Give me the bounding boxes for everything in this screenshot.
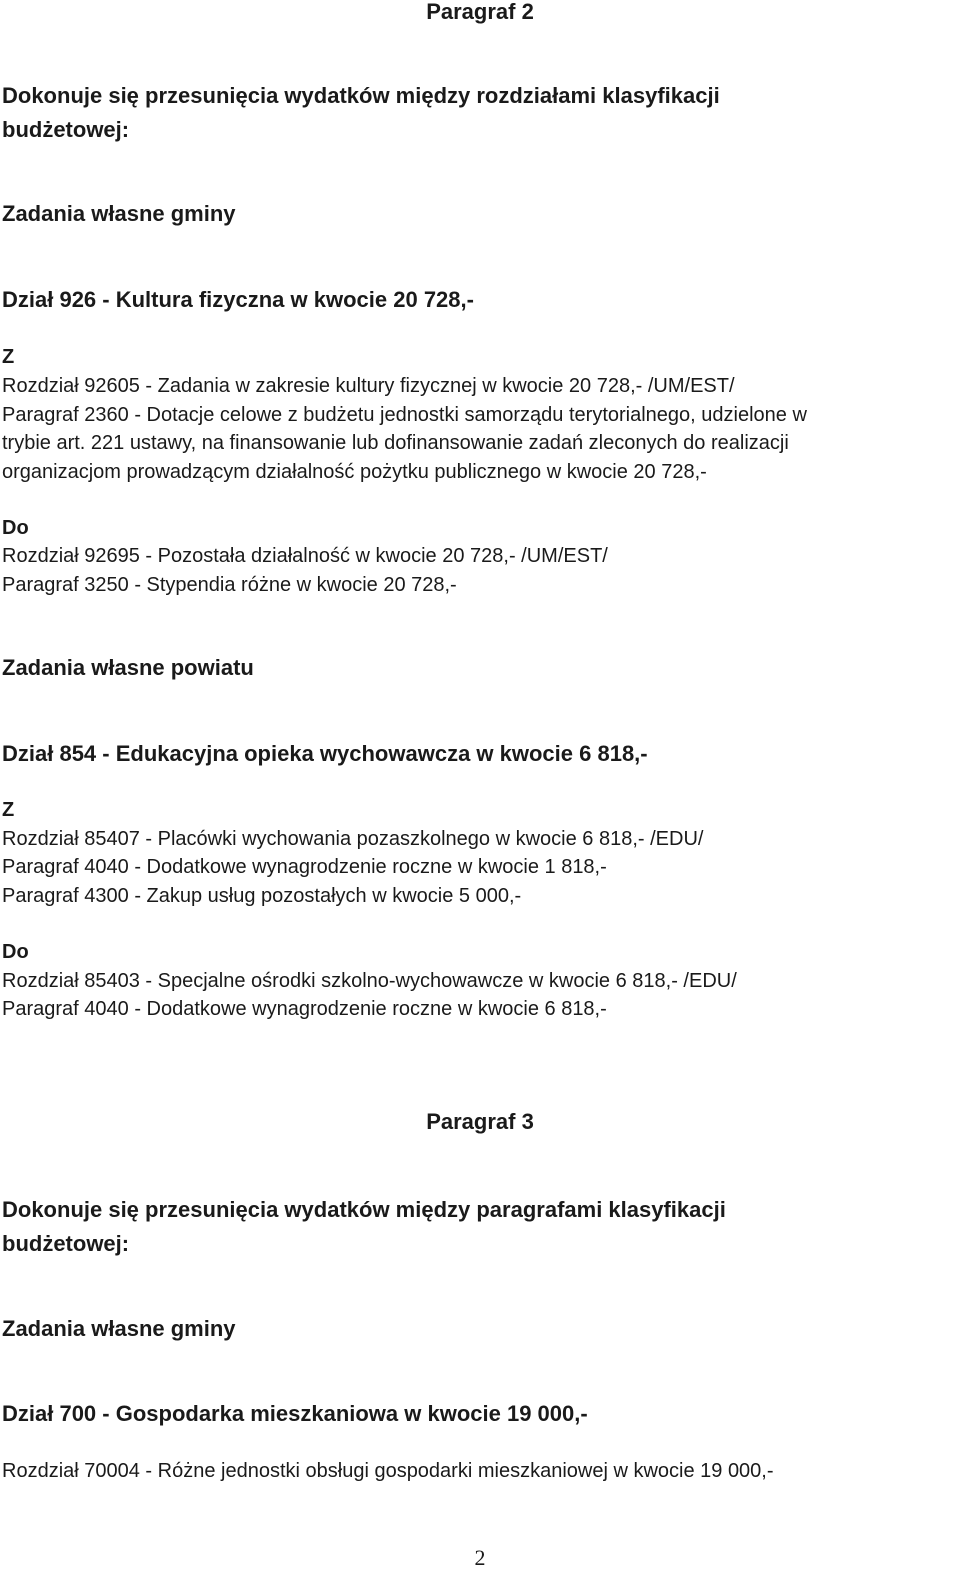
paragraf-2-intro-line-1: Dokonuje się przesunięcia wydatków między rozdziałami klasyfikacji: [2, 83, 720, 108]
rozdzial-92695: Rozdział 92695 - Pozostała działalność w kwocie 20 728,- /UM/EST/: [2, 545, 608, 567]
paragraf-4300: Paragraf 4300 - Zakup usług pozostałych w kwocie 5 000,-: [2, 885, 522, 907]
z-label: Z: [2, 799, 15, 821]
paragraf-4040-z: Paragraf 4040 - Dodatkowe wynagrodzenie roczne w kwocie 1 818,-: [2, 856, 607, 878]
rozdzial-92605: Rozdział 92605 - Zadania w zakresie kultury fizycznej w kwocie 20 728,- /UM/EST/: [2, 375, 735, 397]
section-heading-gmina: Zadania własne gminy: [2, 201, 236, 226]
paragraf-3-intro-line-1: Dokonuje się przesunięcia wydatków między paragrafami klasyfikacji: [2, 1197, 726, 1222]
section-heading-gmina-2: Zadania własne gminy: [2, 1316, 236, 1341]
paragraf-3-title: Paragraf 3: [426, 1109, 534, 1134]
paragraf-2-intro-line-2: budżetowej:: [2, 117, 130, 142]
page-number: 2: [474, 1545, 486, 1570]
paragraf-2-title: Paragraf 2: [426, 0, 534, 24]
do-label: Do: [2, 517, 29, 539]
paragraf-2360-line-3: organizacjom prowadzącym działalność pożytku publicznego w kwocie 20 728,-: [2, 461, 707, 483]
rozdzial-85407: Rozdział 85407 - Placówki wychowania pozaszkolnego w kwocie 6 818,- /EDU/: [2, 828, 704, 850]
do-label: Do: [2, 941, 29, 963]
paragraf-3250: Paragraf 3250 - Stypendia różne w kwocie 20 728,-: [2, 574, 457, 596]
paragraf-3-intro-line-2: budżetowej:: [2, 1231, 130, 1256]
paragraf-4040-do: Paragraf 4040 - Dodatkowe wynagrodzenie roczne w kwocie 6 818,-: [2, 998, 607, 1020]
dzial-926: Dział 926 - Kultura fizyczna w kwocie 20 728,-: [2, 287, 474, 312]
section-heading-powiat: Zadania własne powiatu: [2, 655, 254, 680]
z-label: Z: [2, 346, 15, 368]
rozdzial-85403: Rozdział 85403 - Specjalne ośrodki szkolno-wychowawcze w kwocie 6 818,- /EDU/: [2, 970, 737, 992]
paragraf-2360-line-2: trybie art. 221 ustawy, na finansowanie lub dofinansowanie zadań zleconych do realizacji: [2, 432, 789, 454]
dzial-700: Dział 700 - Gospodarka mieszkaniowa w kwocie 19 000,-: [2, 1401, 588, 1426]
rozdzial-70004: Rozdział 70004 - Różne jednostki obsługi gospodarki mieszkaniowej w kwocie 19 000,-: [2, 1460, 774, 1482]
paragraf-2360-line-1: Paragraf 2360 - Dotacje celowe z budżetu jednostki samorządu terytorialnego, udzielone w: [2, 404, 807, 426]
dzial-854: Dział 854 - Edukacyjna opieka wychowawcza w kwocie 6 818,-: [2, 741, 648, 766]
